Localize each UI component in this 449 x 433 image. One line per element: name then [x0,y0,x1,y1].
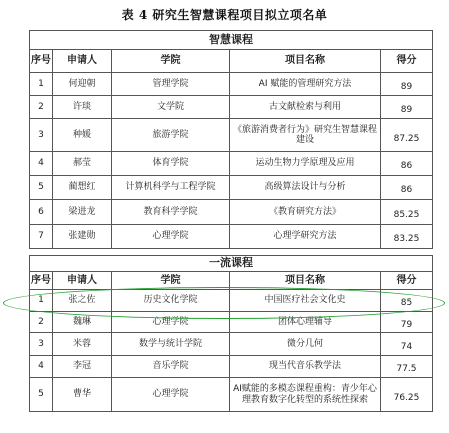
table-row [30,290,433,312]
row-applicant: 魏琳 [53,312,112,333]
row-project: 心理学研究方法 [230,225,381,249]
row-score: 77.5 [381,356,433,378]
row-college: 心理学院 [112,225,230,249]
row-applicant: 何迎朝 [53,73,112,96]
row-no: 5 [30,378,53,412]
row-applicant: 许琰 [53,96,112,119]
row-no: 3 [30,119,53,152]
row-applicant: 蔺想红 [53,176,112,200]
table-row [30,73,433,96]
table-row [30,356,433,378]
row-college: 旅游学院 [112,119,230,152]
header-no: 序号 [30,272,53,290]
row-score: 89 [381,96,433,119]
section-header-row [30,31,433,50]
row-project: 古文献检索与利用 [230,96,381,119]
section-title: 智慧课程 [30,31,433,50]
row-project: 现当代音乐教学法 [230,356,381,378]
section-header-row [30,256,433,272]
header-college: 学院 [112,272,230,290]
row-score: 83.25 [381,225,433,249]
first-class-course-table [29,255,433,412]
table-row [30,176,433,200]
header-score: 得分 [381,272,433,290]
row-no: 6 [30,200,53,225]
row-applicant: 郝莹 [53,152,112,176]
row-applicant: 张建勋 [53,225,112,249]
row-project: AI 赋能的管理研究方法 [230,73,381,96]
header-college: 学院 [112,50,230,73]
row-no: 2 [30,96,53,119]
row-no: 3 [30,333,53,356]
row-score: 79 [381,312,433,333]
table-row [30,200,433,225]
row-project: 《旅游消费者行为》研究生智慧课程建设 [230,119,381,152]
row-score: 74 [381,333,433,356]
row-score: 85 [381,290,433,312]
smart-course-table [29,30,433,249]
row-project: 高级算法设计与分析 [230,176,381,200]
row-project: 中国医疗社会文化史 [230,290,381,312]
row-score: 89 [381,73,433,96]
header-applicant: 申请人 [53,50,112,73]
row-no: 7 [30,225,53,249]
row-college: 心理学院 [112,312,230,333]
row-project: 微分几何 [230,333,381,356]
row-score: 86 [381,176,433,200]
header-project: 项目名称 [230,272,381,290]
table-row [30,312,433,333]
row-applicant: 曹华 [53,378,112,412]
row-college: 历史文化学院 [112,290,230,312]
row-applicant: 梁进龙 [53,200,112,225]
row-college: 文学院 [112,96,230,119]
column-header-row [30,50,433,73]
row-college: 音乐学院 [112,356,230,378]
table-row [30,96,433,119]
row-score: 87.25 [381,119,433,152]
row-applicant: 李冠 [53,356,112,378]
header-no: 序号 [30,50,53,73]
row-applicant: 种媛 [53,119,112,152]
row-project: 《教育研究方法》 [230,200,381,225]
row-applicant: 米蓉 [53,333,112,356]
row-college: 心理学院 [112,378,230,412]
document-title: 表 4 研究生智慧课程项目拟立项名单 [121,8,328,22]
header-project: 项目名称 [230,50,381,73]
row-project: 团体心理辅导 [230,312,381,333]
row-score: 86 [381,152,433,176]
row-score: 85.25 [381,200,433,225]
row-project: 运动生物力学原理及应用 [230,152,381,176]
table-row [30,225,433,249]
row-applicant: 张之佐 [53,290,112,312]
row-no: 5 [30,176,53,200]
table-row [30,152,433,176]
header-applicant: 申请人 [53,272,112,290]
table-row [30,378,433,412]
table-row [30,119,433,152]
column-header-row [30,272,433,290]
row-no: 4 [30,356,53,378]
row-score: 76.25 [381,378,433,412]
row-no: 2 [30,312,53,333]
row-college: 体育学院 [112,152,230,176]
row-no: 4 [30,152,53,176]
table-row [30,333,433,356]
row-no: 1 [30,73,53,96]
section-title: 一流课程 [30,256,433,272]
row-project: AI赋能的多模态课程重构：青少年心理教育数字化转型的系统性探索 [230,378,381,412]
row-college: 教育科学学院 [112,200,230,225]
row-college: 管理学院 [112,73,230,96]
row-college: 计算机科学与工程学院 [112,176,230,200]
row-no: 1 [30,290,53,312]
row-college: 数学与统计学院 [112,333,230,356]
header-score: 得分 [381,50,433,73]
